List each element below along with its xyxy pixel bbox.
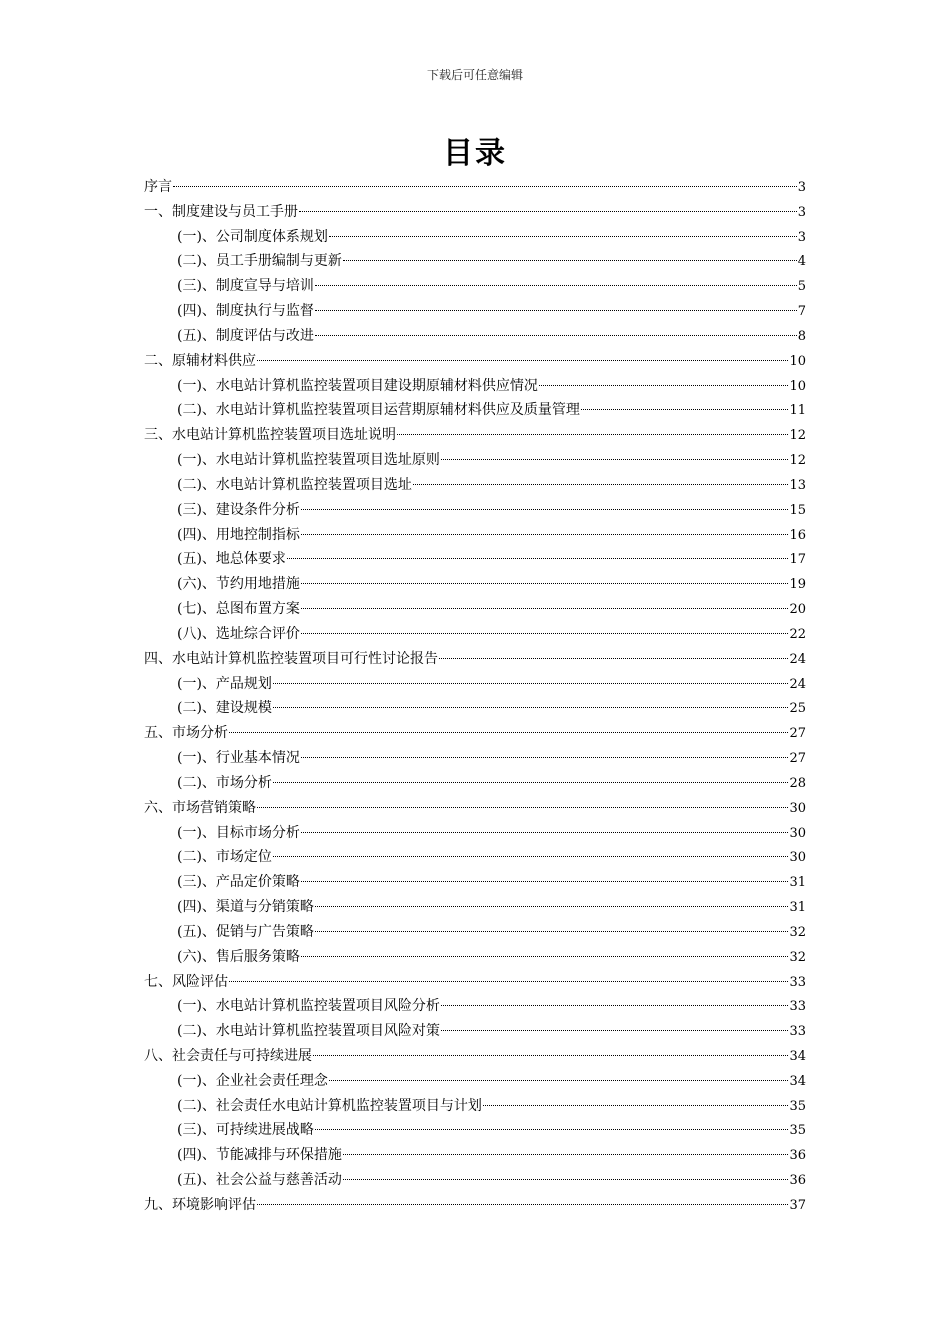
toc-page-number: 36 xyxy=(789,1173,806,1189)
toc-page-number: 37 xyxy=(789,1197,806,1213)
toc-section-entry[interactable] xyxy=(144,572,806,597)
toc-section-entry[interactable] xyxy=(144,249,806,274)
toc-entry-title: (五)、制度评估与改进 xyxy=(177,327,314,344)
toc-leader-dots xyxy=(315,310,797,311)
toc-entry-title: (一)、公司制度体系规划 xyxy=(177,228,328,245)
toc-leader-dots xyxy=(441,1030,789,1031)
toc-entry-title: (四)、节能减排与环保措施 xyxy=(177,1147,342,1164)
toc-section-entry[interactable] xyxy=(144,746,806,771)
toc-leader-dots xyxy=(441,459,789,460)
toc-leader-dots xyxy=(301,757,789,758)
toc-entry-title: (五)、社会公益与慈善活动 xyxy=(177,1172,342,1189)
toc-entry-title: (五)、促销与广告策略 xyxy=(177,923,314,940)
toc-leader-dots xyxy=(581,409,789,410)
toc-leader-dots xyxy=(343,260,797,261)
toc-entry-title: (六)、售后服务策略 xyxy=(177,948,300,965)
toc-section-entry[interactable] xyxy=(144,1069,806,1094)
toc-section-entry[interactable] xyxy=(144,498,806,523)
toc-section-entry[interactable] xyxy=(144,821,806,846)
toc-chapter-entry[interactable] xyxy=(144,970,806,995)
toc-leader-dots xyxy=(229,732,788,733)
toc-entry-title: (一)、企业社会责任理念 xyxy=(177,1072,328,1089)
toc-page-number: 22 xyxy=(789,626,806,642)
toc-page-number: 24 xyxy=(789,651,806,667)
toc-page-number: 3 xyxy=(797,204,806,220)
toc-section-entry[interactable] xyxy=(144,994,806,1019)
toc-leader-dots xyxy=(329,1080,789,1081)
toc-section-entry[interactable] xyxy=(144,920,806,945)
toc-entry-title: (三)、产品定价策略 xyxy=(177,874,300,891)
toc-page-number: 31 xyxy=(789,900,806,916)
toc-section-entry[interactable] xyxy=(144,274,806,299)
toc-leader-dots xyxy=(287,558,789,559)
page-header: 下载后可任意编辑 xyxy=(426,68,523,82)
toc-page-number: 25 xyxy=(789,701,806,717)
toc-section-entry[interactable] xyxy=(144,696,806,721)
toc-entry-title: (二)、市场定位 xyxy=(177,849,272,866)
toc-page-number: 5 xyxy=(797,279,806,295)
toc-page-number: 32 xyxy=(789,924,806,940)
toc-leader-dots xyxy=(315,906,789,907)
toc-leader-dots xyxy=(273,707,789,708)
toc-leader-dots xyxy=(315,1129,789,1130)
toc-leader-dots xyxy=(439,658,788,659)
toc-page-number: 4 xyxy=(797,254,806,270)
toc-leader-dots xyxy=(229,981,788,982)
toc-section-entry[interactable] xyxy=(144,299,806,324)
toc-leader-dots xyxy=(397,434,788,435)
toc-leader-dots xyxy=(441,1005,789,1006)
toc-section-entry[interactable] xyxy=(144,448,806,473)
toc-entry-title: (二)、市场分析 xyxy=(177,774,272,791)
toc-section-entry[interactable] xyxy=(144,945,806,970)
toc-chapter-entry[interactable] xyxy=(144,796,806,821)
toc-section-entry[interactable] xyxy=(144,1143,806,1168)
toc-page-number: 20 xyxy=(789,602,806,618)
toc-entry-title: (一)、水电站计算机监控装置项目风险分析 xyxy=(177,998,440,1015)
toc-leader-dots xyxy=(315,931,789,932)
toc-section-entry[interactable] xyxy=(144,1094,806,1119)
toc-section-entry[interactable] xyxy=(144,771,806,796)
toc-leader-dots xyxy=(343,1179,789,1180)
toc-page-number: 17 xyxy=(789,552,806,568)
toc-entry-title: (七)、总图布置方案 xyxy=(177,601,300,618)
toc-entry-title: 五、市场分析 xyxy=(144,725,228,742)
toc-chapter-entry[interactable] xyxy=(144,175,806,200)
toc-section-entry[interactable] xyxy=(144,1118,806,1143)
toc-page-number: 16 xyxy=(789,527,806,543)
toc-page-number: 3 xyxy=(797,229,806,245)
toc-page-number: 24 xyxy=(789,676,806,692)
toc-page-number: 32 xyxy=(789,949,806,965)
toc-leader-dots xyxy=(329,236,797,237)
toc-page-number: 13 xyxy=(789,477,806,493)
toc-section-entry[interactable] xyxy=(144,1019,806,1044)
toc-page-number: 12 xyxy=(789,453,806,469)
toc-entry-title: (二)、员工手册编制与更新 xyxy=(177,253,342,270)
toc-page-number: 33 xyxy=(789,999,806,1015)
toc-chapter-entry[interactable] xyxy=(144,423,806,448)
toc-leader-dots xyxy=(301,633,789,634)
toc-entry-title: (一)、水电站计算机监控装置项目选址原则 xyxy=(177,452,440,469)
toc-section-entry[interactable] xyxy=(144,870,806,895)
toc-section-entry[interactable] xyxy=(144,225,806,250)
toc-page-number: 10 xyxy=(789,378,806,394)
toc-leader-dots xyxy=(299,211,797,212)
toc-entry-title: 七、风险评估 xyxy=(144,973,228,990)
toc-section-entry[interactable] xyxy=(144,1168,806,1193)
toc-entry-title: 二、原辅材料供应 xyxy=(144,352,256,369)
toc-entry-title: 六、市场营销策略 xyxy=(144,799,256,816)
toc-section-entry[interactable] xyxy=(144,374,806,399)
toc-entry-title: (二)、社会责任水电站计算机监控装置项目与计划 xyxy=(177,1097,482,1114)
page-title: 目录 xyxy=(443,136,507,171)
toc-entry-title: (一)、产品规划 xyxy=(177,675,272,692)
toc-section-entry[interactable] xyxy=(144,324,806,349)
toc-section-entry[interactable] xyxy=(144,622,806,647)
toc-entry-title: (四)、制度执行与监督 xyxy=(177,303,314,320)
toc-page-number: 36 xyxy=(789,1148,806,1164)
toc-entry-title: (三)、建设条件分析 xyxy=(177,501,300,518)
toc-page-number: 30 xyxy=(789,800,806,816)
toc-leader-dots xyxy=(539,385,789,386)
toc-page-number: 34 xyxy=(789,1048,806,1064)
toc-chapter-entry[interactable] xyxy=(144,721,806,746)
toc-entry-title: 一、制度建设与员工手册 xyxy=(144,203,298,220)
table-of-contents xyxy=(144,175,806,1218)
toc-entry-title: (一)、行业基本情况 xyxy=(177,750,300,767)
toc-page-number: 12 xyxy=(789,428,806,444)
toc-entry-title: (二)、水电站计算机监控装置项目运营期原辅材料供应及质量管理 xyxy=(177,402,580,419)
toc-page-number: 27 xyxy=(789,751,806,767)
toc-entry-title: 九、环境影响评估 xyxy=(144,1196,256,1213)
toc-leader-dots xyxy=(301,956,789,957)
toc-leader-dots xyxy=(313,1055,788,1056)
toc-leader-dots xyxy=(301,583,789,584)
toc-section-entry[interactable] xyxy=(144,597,806,622)
toc-page-number: 28 xyxy=(789,775,806,791)
toc-page-number: 33 xyxy=(789,974,806,990)
toc-entry-title: (二)、建设规模 xyxy=(177,700,272,717)
toc-page-number: 31 xyxy=(789,875,806,891)
toc-page-number: 33 xyxy=(789,1024,806,1040)
toc-entry-title: (三)、可持续进展战略 xyxy=(177,1122,314,1139)
toc-page-number: 11 xyxy=(789,403,806,419)
toc-page-number: 15 xyxy=(789,502,806,518)
toc-page-number: 27 xyxy=(789,726,806,742)
toc-entry-title: 四、水电站计算机监控装置项目可行性讨论报告 xyxy=(144,650,438,667)
toc-leader-dots xyxy=(301,608,789,609)
toc-chapter-entry[interactable] xyxy=(144,1193,806,1218)
toc-chapter-entry[interactable] xyxy=(144,647,806,672)
toc-entry-title: (四)、用地控制指标 xyxy=(177,526,300,543)
toc-entry-title: (四)、渠道与分销策略 xyxy=(177,899,314,916)
toc-entry-title: (二)、水电站计算机监控装置项目风险对策 xyxy=(177,1023,440,1040)
toc-leader-dots xyxy=(273,856,789,857)
toc-entry-title: 八、社会责任与可持续进展 xyxy=(144,1047,312,1064)
toc-leader-dots xyxy=(315,285,797,286)
toc-page-number: 30 xyxy=(789,850,806,866)
toc-section-entry[interactable] xyxy=(144,845,806,870)
toc-leader-dots xyxy=(273,683,789,684)
toc-chapter-entry[interactable] xyxy=(144,200,806,225)
toc-section-entry[interactable] xyxy=(144,398,806,423)
toc-entry-title: (一)、水电站计算机监控装置项目建设期原辅材料供应情况 xyxy=(177,377,538,394)
toc-leader-dots xyxy=(173,186,797,187)
toc-page-number: 8 xyxy=(797,328,806,344)
toc-entry-title: (六)、节约用地措施 xyxy=(177,576,300,593)
toc-page-number: 35 xyxy=(789,1123,806,1139)
toc-chapter-entry[interactable] xyxy=(144,1044,806,1069)
toc-page-number: 3 xyxy=(797,180,806,195)
toc-leader-dots xyxy=(257,360,788,361)
toc-page-number: 10 xyxy=(789,353,806,369)
toc-leader-dots xyxy=(483,1105,789,1106)
toc-page-number: 34 xyxy=(789,1073,806,1089)
toc-entry-title: (三)、制度宣导与培训 xyxy=(177,278,314,295)
toc-chapter-entry[interactable] xyxy=(144,349,806,374)
toc-section-entry[interactable] xyxy=(144,473,806,498)
toc-entry-title: (五)、地总体要求 xyxy=(177,551,286,568)
toc-leader-dots xyxy=(273,782,789,783)
toc-leader-dots xyxy=(301,881,789,882)
toc-leader-dots xyxy=(301,832,789,833)
toc-page-number: 35 xyxy=(789,1098,806,1114)
toc-entry-title: 序言 xyxy=(144,179,172,195)
toc-entry-title: 三、水电站计算机监控装置项目选址说明 xyxy=(144,427,396,444)
toc-entry-title: (一)、目标市场分析 xyxy=(177,824,300,841)
toc-leader-dots xyxy=(301,509,789,510)
toc-section-entry[interactable] xyxy=(144,672,806,697)
toc-entry-title: (八)、选址综合评价 xyxy=(177,625,300,642)
toc-leader-dots xyxy=(301,534,789,535)
toc-leader-dots xyxy=(343,1154,789,1155)
toc-page-number: 30 xyxy=(789,825,806,841)
toc-leader-dots xyxy=(413,484,789,485)
toc-page-number: 7 xyxy=(797,304,806,320)
toc-leader-dots xyxy=(315,335,797,336)
toc-section-entry[interactable] xyxy=(144,547,806,572)
toc-page-number: 19 xyxy=(789,577,806,593)
toc-section-entry[interactable] xyxy=(144,895,806,920)
toc-section-entry[interactable] xyxy=(144,523,806,548)
toc-entry-title: (二)、水电站计算机监控装置项目选址 xyxy=(177,476,412,493)
toc-leader-dots xyxy=(257,807,788,808)
toc-leader-dots xyxy=(257,1204,788,1205)
